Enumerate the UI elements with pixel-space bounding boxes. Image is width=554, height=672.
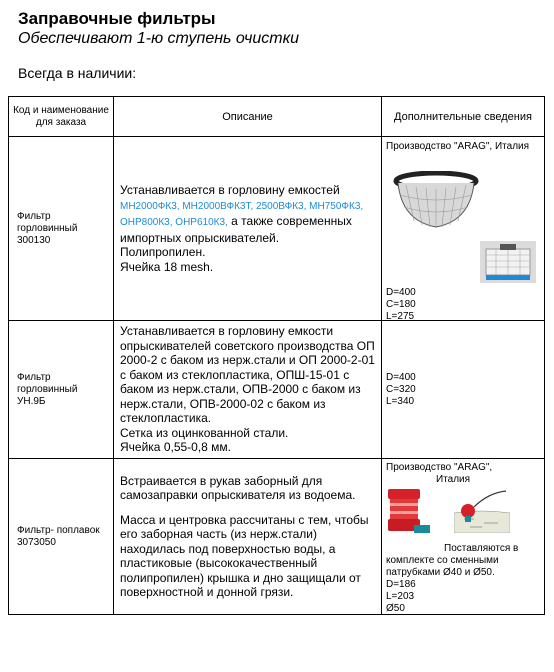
basket-filter-photo xyxy=(392,171,480,233)
mesh-text: Ячейка 18 mesh. xyxy=(120,259,214,274)
details-cell xyxy=(382,321,545,459)
dimension-d: D=400 xyxy=(386,287,416,298)
material-text: Сетка из оцинкованной стали. xyxy=(120,425,289,440)
dimension-l: L=340 xyxy=(386,395,415,407)
description-text: Встраивается в рукав заборный для самозаправки опрыскивателя из водоема. xyxy=(120,473,356,502)
product-cell xyxy=(9,321,114,459)
manufacturer-country: Италия xyxy=(436,474,471,485)
dimension-d: D=400 xyxy=(386,371,416,383)
dimension-c: C=320 xyxy=(386,383,416,395)
dimension-c: C=180 xyxy=(386,299,416,310)
page-title: Заправочные фильтры xyxy=(18,9,216,28)
description-cell xyxy=(114,459,382,615)
products-table xyxy=(8,96,545,615)
description-cell xyxy=(114,137,382,321)
product-cell xyxy=(9,459,114,615)
dimension-diameter: Ø50 xyxy=(386,603,405,614)
product-name: Фильтр- поплавок xyxy=(17,524,100,536)
details-cell xyxy=(382,459,545,615)
description-text: Устанавливается в горловину емкости опрыскивателей советского производства ОП 2000-2 с баком из нерж.стали и ОП 2000-2-01 с баком из стеклопластика, ОПШ-15-01 с баком из нерж.стали, ОПВ-2000 с баком из нерж.стали, ОПВ-2000-02 с баком из стеклопластика. xyxy=(120,324,375,426)
table-row xyxy=(9,321,545,459)
model-list: МН2000ФК3, МН2000ВФК3Т, 2500ВФК3, МН750ФК3, ОНР800К3, ОНР610К3, xyxy=(120,200,364,228)
supply-note: Поставляются в комплекте со сменными патрубками Ø40 и Ø50. xyxy=(386,543,519,578)
description-text-2: Масса и центровка рассчитаны с тем, чтобы его заборная часть (из нерж.стали) находилась под поверхностью воды, а пластиковые (высококачественный полипропилен) крышка и дно защищали от поверхностной и донной грязи. xyxy=(120,512,369,599)
dimension-l: L=203 xyxy=(386,591,415,602)
manufacturer-text: Производство "ARAG", xyxy=(386,462,493,473)
dimension-l: L=275 xyxy=(386,311,415,322)
table-row xyxy=(9,459,545,615)
product-cell xyxy=(9,137,114,321)
col-header-details: Дополнительные сведения xyxy=(382,97,545,137)
float-filter-photo xyxy=(384,487,432,543)
col-header-code: Код и наименование для заказа xyxy=(9,97,114,137)
details-cell xyxy=(382,137,545,321)
product-name: Фильтр горловинный xyxy=(17,210,78,234)
mesh-text: Ячейка 0,55-0,8 мм. xyxy=(120,440,232,455)
description-cell xyxy=(114,321,382,459)
product-code: 300130 xyxy=(17,234,51,246)
page-subtitle: Обеспечивают 1-ю ступень очистки xyxy=(18,30,300,47)
product-code: 3073050 xyxy=(17,536,56,548)
description-text: Устанавливается в горловину емкостей МН2000ФК3, МН2000ВФК3Т, 2500ВФК3, МН750ФК3, ОНР800К3, ОНР610К3, а также современных импортных опрыскивателей. xyxy=(120,183,364,245)
stock-note: Всегда в наличии: xyxy=(18,65,137,81)
table-header-row xyxy=(9,97,545,137)
product-code: УН.9Б xyxy=(17,395,46,407)
product-name: Фильтр горловинный xyxy=(17,371,78,395)
material-text: Полипропилен. xyxy=(120,245,206,259)
manufacturer-text: Производство "ARAG", Италия xyxy=(386,141,530,152)
arag-filter-photo xyxy=(480,241,536,283)
table-row xyxy=(9,137,545,321)
dimension-d: D=186 xyxy=(386,579,416,590)
float-usage-illustration xyxy=(454,485,510,533)
dimensions xyxy=(386,287,416,323)
supply-note-block xyxy=(386,543,544,615)
col-header-description: Описание xyxy=(114,97,382,137)
